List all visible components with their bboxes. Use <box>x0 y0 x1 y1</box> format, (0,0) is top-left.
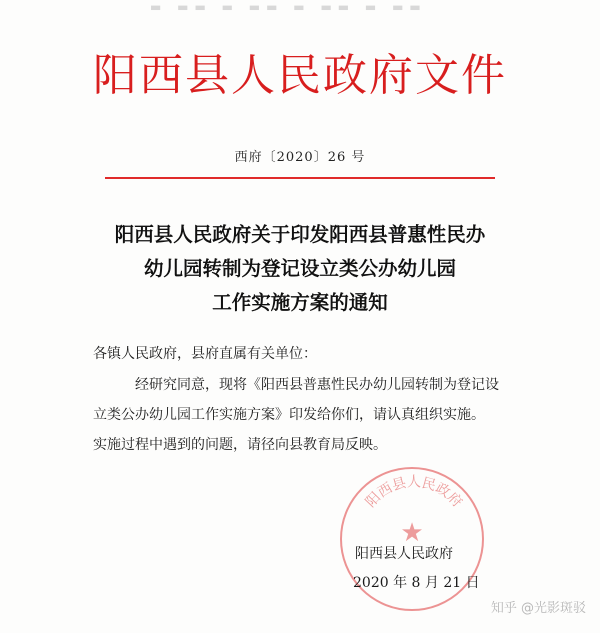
notice-title <box>0 218 600 320</box>
notice-title-line: 幼儿园转制为登记设立类公办幼儿园 <box>143 257 456 280</box>
body-paragraph <box>93 370 563 460</box>
body-line: 经研究同意，现将《阳西县普惠性民办幼儿园转制为登记设 <box>135 377 499 393</box>
notice-title-line: 工作实施方案的通知 <box>212 291 388 314</box>
top-bleed-through-text: ▬ ▬▬ ▬ ▬▬ ▬ ▬▬ ▬ ▬▬ <box>150 0 427 14</box>
seal-star-icon: ★ <box>400 518 424 548</box>
notice-title-line: 阳西县人民政府关于印发阳西县普惠性民办 <box>114 223 486 246</box>
red-divider-line <box>105 177 495 179</box>
svg-text:阳西县人民政府 <box>363 475 465 511</box>
document-header-title: 阳西县人民政府文件 <box>93 50 507 101</box>
salutation: 各镇人民政府，县府直属有关单位： <box>93 346 317 362</box>
document-number: 西府〔2020〕26 号 <box>234 150 366 165</box>
body-line: 实施过程中遇到的问题，请径向县教育局反映。 <box>93 437 387 453</box>
watermark: 知乎 @光影斑驳 <box>490 601 586 616</box>
seal-text: 阳西县人民政府 <box>362 474 466 511</box>
body-line: 立类公办幼儿园工作实施方案》印发给你们，请认真组织实施。 <box>93 407 485 423</box>
issuer-signature: 阳西县人民政府 <box>355 546 453 562</box>
issue-date: 2020 年 8 月 21 日 <box>353 575 480 591</box>
